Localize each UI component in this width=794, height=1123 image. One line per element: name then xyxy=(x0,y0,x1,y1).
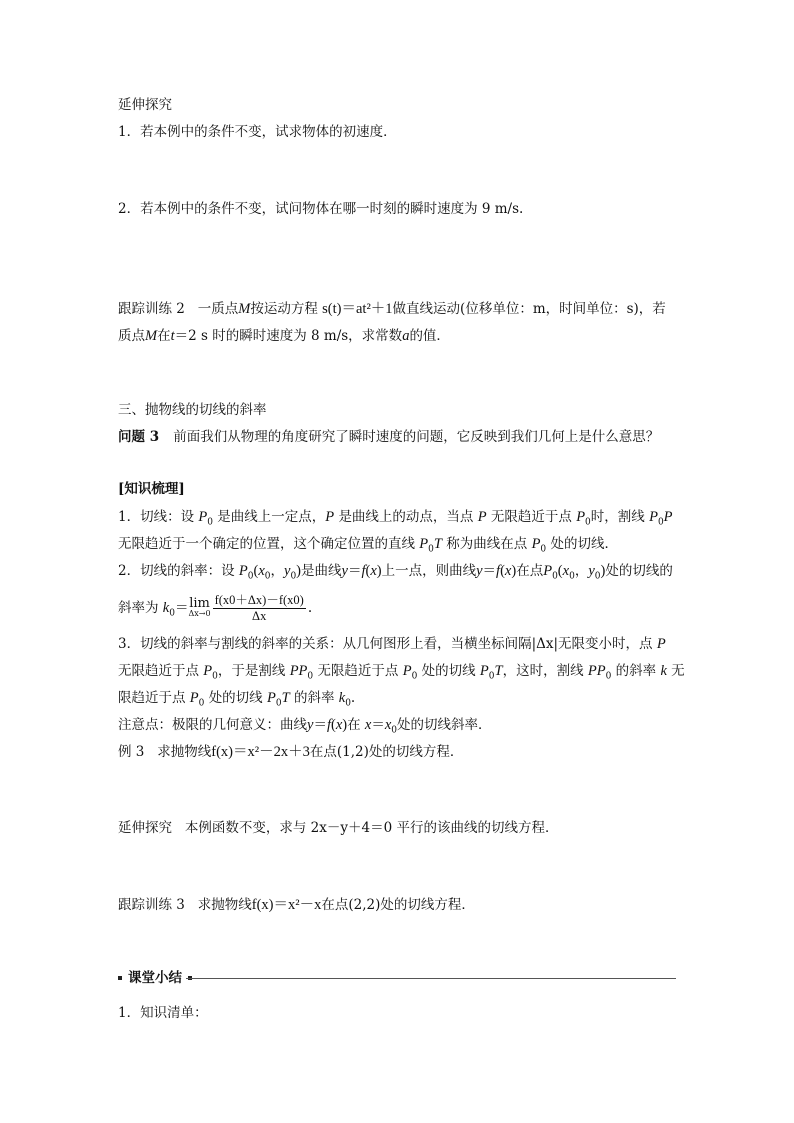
tracking-exercise-2-line2: 质点M在t＝2 s 时的瞬时速度为 8 m/s，求常数a的值． xyxy=(118,328,450,344)
knowledge-header: [知识梳理] xyxy=(118,481,185,497)
summary-divider xyxy=(186,978,676,979)
extension-title: 延伸探究 xyxy=(118,97,172,113)
summary-heading: 课堂小结 xyxy=(118,968,198,988)
limit-operator: lim Δx→0 xyxy=(188,596,211,618)
tracking-exercise-3: 跟踪训练 3 求抛物线f(x)＝x²－x在点(2,2)处的切线方程． xyxy=(118,897,475,913)
example-3-function: f(x)＝x²－2x＋3 xyxy=(211,744,310,760)
knowledge-p3-line1: 3．切线的斜率与割线的斜率的关系：从几何图形上看，当横坐标间隔|Δx|无限变小时，点 P xyxy=(118,636,666,652)
summary-item-1: 1．知识清单： xyxy=(118,1005,208,1021)
knowledge-p2-line1: 2．切线的斜率：设 $P_0(x_0$，$y_0$)是曲线y＝f(x)上一点，则曲线y＝f(x)在点$P_0(x_0$，$y_0$)处的切线的 xyxy=(118,563,673,582)
extension-question-1: 1．若本例中的条件不变，试求物体的初速度． xyxy=(118,124,397,140)
tracking-exercise-2-line1: 跟踪训练 2 一质点M按运动方程 s(t)＝at²＋1做直线运动(位移单位：m，时间单位：s)，若 xyxy=(118,301,666,317)
knowledge-p3-line3: 限趋近于点 $P_0$ 处的切线 $P_0T$ 的斜率 $k_0$. xyxy=(118,690,356,709)
motion-equation: s(t)＝at²＋1 xyxy=(322,301,393,317)
limit-note: 注意点：极限的几何意义：曲线y＝f(x)在 $x=x_0$处的切线斜率． xyxy=(118,717,492,736)
knowledge-p1-line1: 1．切线：设 $P_0$ 是曲线上一定点，P 是曲线上的动点，当点 P 无限趋近于点 $P_0$时，割线 $P_0P$ xyxy=(118,509,673,528)
knowledge-p3-line2: 无限趋近于点 $P_0$，于是割线 $PP_0$ 无限趋近于点 $P_0$ 处的切线 $P_0T$，这时，割线 $PP_0$ 的斜率 k 无 xyxy=(118,663,685,682)
extension-2: 延伸探究 本例函数不变，求与 2x－y＋4＝0 平行的该曲线的切线方程． xyxy=(118,820,559,836)
question-3: 问题 3 前面我们从物理的角度研究了瞬时速度的问题，它反映到我们几何上是什么意思？ xyxy=(118,429,660,445)
knowledge-p1-line2: 无限趋近于一个确定的位置，这个确定位置的直线 $P_0T$ 称为曲线在点 $P_0$ 处的切线． xyxy=(118,536,618,555)
tracking-3-function: f(x)＝x²－x xyxy=(251,897,322,913)
slope-formula: 斜率为 $k_0=\lim$ Δx→0 $\frac{f(x0+\Delta x)-f(x0)}{\Delta x}$ . xyxy=(118,593,313,623)
extension-question-2: 2．若本例中的条件不变，试问物体在哪一时刻的瞬时速度为 9 m/s. xyxy=(118,201,524,217)
bullet-icon xyxy=(118,976,122,980)
difference-quotient: $\frac{f(x0+\Delta x)-f(x0)}{\Delta x}$ xyxy=(214,593,304,623)
example-3: 例 3 求抛物线f(x)＝x²－2x＋3在点(1,2)处的切线方程． xyxy=(118,744,464,760)
section-3-heading: 三、抛物线的切线的斜率 xyxy=(118,402,267,418)
